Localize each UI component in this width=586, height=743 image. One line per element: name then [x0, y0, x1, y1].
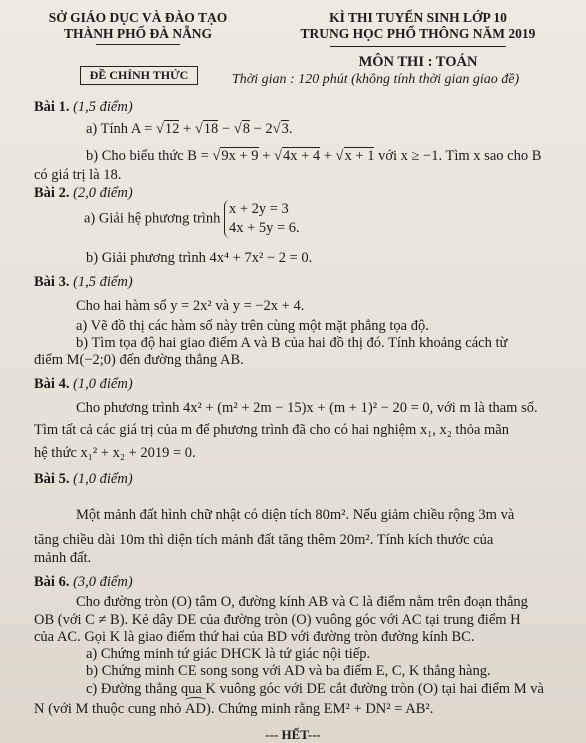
exam-name: KÌ THI TUYỂN SINH LỚP 10 — [329, 10, 507, 25]
problem-4-line1: Cho phương trình 4x² + (m² + 2m − 15)x + (m + 1)² − 20 = 0, với m là tham số. — [76, 400, 538, 416]
problem-4-line3: hệ thức x₁² + x₂ + 2019 = 0. — [34, 445, 196, 461]
problem-5-line2: tăng chiều dài 10m thì diện tích mảnh đất tăng thêm 20m². Tính kích thước của — [34, 532, 494, 548]
exam-year: TRUNG HỌC PHỔ THÔNG NĂM 2019 — [300, 26, 536, 41]
problem-2a: a) Giải hệ phương trình x + 2y = 3 4x + 5y = 6. — [84, 201, 300, 236]
header-underline-left — [96, 44, 180, 45]
problem-6c: c) Đường thẳng qua K vuông góc với DE cắt đường tròn (O) tại hai điểm M và — [86, 681, 544, 697]
problem-6a: a) Chứng minh tứ giác DHCK là tứ giác nội tiếp. — [86, 646, 371, 662]
problem-3b: b) Tìm tọa độ hai giao điểm A và B của hai đồ thị đó. Tính khoảng cách từ — [76, 335, 508, 351]
header-underline-right — [330, 46, 506, 47]
problem-1b-cont: có giá trị là 18. — [34, 167, 122, 183]
problem-3-intro: Cho hai hàm số y = 2x² và y = −2x + 4. — [76, 298, 305, 314]
department-header — [18, 10, 258, 42]
problem-4-line2: Tìm tất cả các giá trị của m để phương trình đã cho có hai nghiệm x₁, x₂ thỏa mãn — [34, 422, 509, 438]
arc-ad: AD — [185, 701, 206, 717]
problem-1a: a) Tính A = √12 + √18 − √8 − 2√3. — [86, 121, 293, 137]
department-name: SỞ GIÁO DỤC VÀ ĐÀO TẠO — [48, 10, 228, 25]
problem-5-title: Bài 5. (1,0 điểm) — [34, 471, 133, 487]
problem-4-title: Bài 4. (1,0 điểm) — [34, 376, 133, 392]
problem-6b: b) Chứng minh CE song song với AD và ba điểm E, C, K thẳng hàng. — [86, 663, 491, 679]
time-limit: Thời gian : 120 phút (không tính thời gian giao đề) — [232, 72, 520, 87]
problem-2-title: Bài 2. (2,0 điểm) — [34, 185, 133, 201]
problem-6-line1: Cho đường tròn (O) tâm O, đường kính AB và C là điểm nằm trên đoạn thẳng — [76, 594, 528, 610]
problem-3b-cont: điểm M(−2;0) đến đường thẳng AB. — [34, 352, 244, 368]
problem-3-title: Bài 3. (1,5 điểm) — [34, 274, 133, 290]
problem-1b: b) Cho biểu thức B = √9x + 9 + √4x + 4 + √x + 1 với x ≥ −1. Tìm x sao cho B — [86, 148, 542, 164]
problem-6-line3: của AC. Gọi K là giao điểm thứ hai của BD với đường tròn đường kính BC. — [34, 629, 475, 645]
problem-1-title: Bài 1. (1,5 điểm) — [34, 99, 133, 115]
problem-6-title: Bài 6. (3,0 điểm) — [34, 574, 133, 590]
problem-6-line2: OB (với C ≠ B). Kẻ dây DE của đường tròn (O) vuông góc với AC tại trung điểm H — [34, 612, 521, 628]
official-badge: ĐỀ CHÍNH THỨC — [80, 66, 198, 85]
problem-3a: a) Vẽ đồ thị các hàm số này trên cùng một mặt phẳng tọa độ. — [76, 318, 429, 334]
end-marker: --- HẾT--- — [265, 727, 321, 742]
city-name: THÀNH PHỐ ĐÀ NẴNG — [63, 26, 213, 41]
equation-system: x + 2y = 3 4x + 5y = 6. — [224, 200, 300, 238]
problem-5-line3: mảnh đất. — [34, 550, 92, 566]
problem-2b: b) Giải phương trình 4x⁴ + 7x² − 2 = 0. — [86, 250, 313, 266]
exam-header — [268, 10, 568, 42]
problem-5-line1: Một mảnh đất hình chữ nhật có diện tích 80m². Nếu giảm chiều rộng 3m và — [76, 507, 515, 523]
subject-title: MÔN THI : TOÁN — [358, 54, 478, 70]
problem-6c-cont: N (với M thuộc cung nhỏ AD). Chứng minh rằng EM² + DN² = AB². — [34, 701, 434, 717]
